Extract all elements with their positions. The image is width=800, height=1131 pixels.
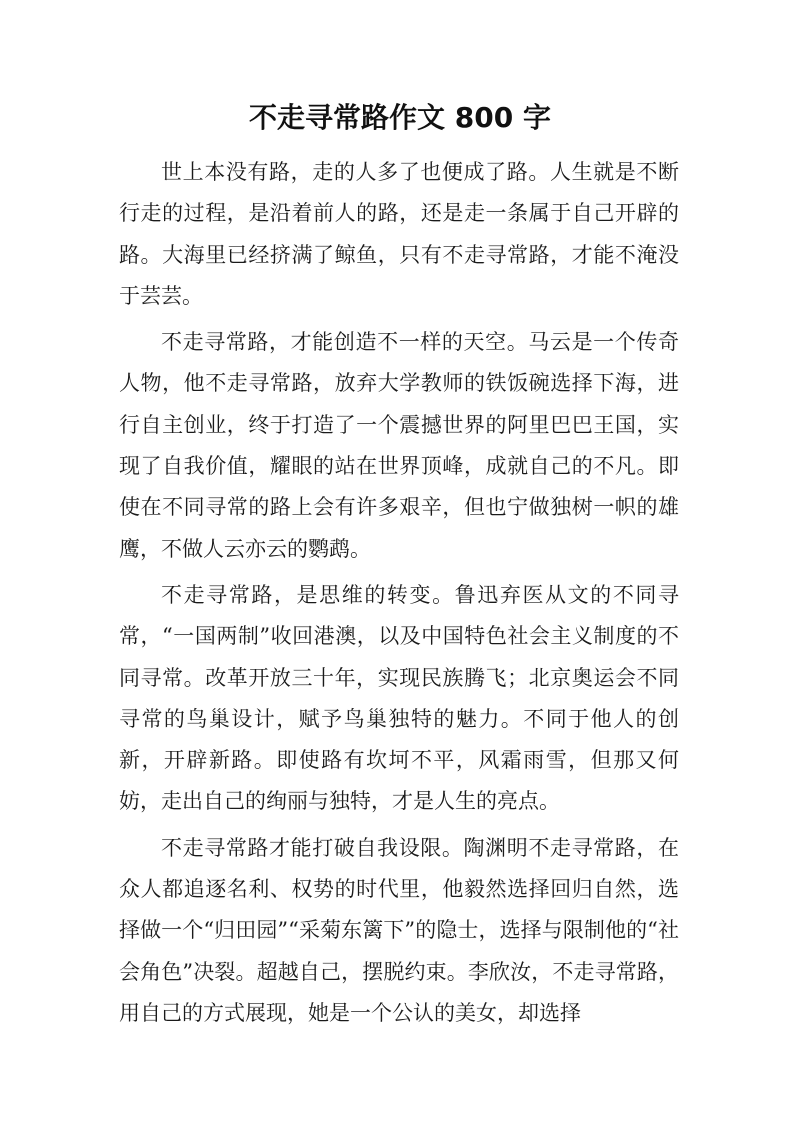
document-title: 不走寻常路作文 800 字 [249, 101, 551, 134]
paragraph-2: 不走寻常路，才能创造不一样的天空。马云是一个传奇人物，他不走寻常路，放弃大学教师的铁饭碗选择下海，进行自主创业，终于打造了一个震撼世界的阿里巴巴王国，实现了自我价值，耀眼的站在世界顶峰，成就自己的不凡。即使在不同寻常的路上会有许多艰辛，但也宁做独树一帜的雄鹰，不做人云亦云的鹦鹉。 [119, 330, 679, 561]
document-body [119, 152, 679, 1025]
paragraph-3: 不走寻常路，是思维的转变。鲁迅弃医从文的不同寻常，“一国两制”收回港澳，以及中国特色社会主义制度的不同寻常。改革开放三十年，实现民族腾飞；北京奥运会不同寻常的鸟巢设计，赋予鸟巢独特的魅力。不同于他人的创新，开辟新路。即使路有坎坷不平，风霜雨雪，但那又何妨，走出自己的绚丽与独特，才是人生的亮点。 [119, 582, 679, 814]
paragraph-4: 不走寻常路才能打破自我设限。陶渊明不走寻常路，在众人都追逐名利、权势的时代里，他毅然选择回归自然，选择做一个“归田园”“采菊东篱下”的隐士，选择与限制他的“社会角色”决裂。超越自己，摆脱约束。李欣汝，不走寻常路，用自己的方式展现，她是一个公认的美女，却选择 [119, 835, 679, 1025]
paragraph-1: 世上本没有路，走的人多了也便成了路。人生就是不断行走的过程，是沿着前人的路，还是走一条属于自己开辟的路。大海里已经挤满了鲸鱼，只有不走寻常路，才能不淹没于芸芸。 [119, 160, 679, 308]
